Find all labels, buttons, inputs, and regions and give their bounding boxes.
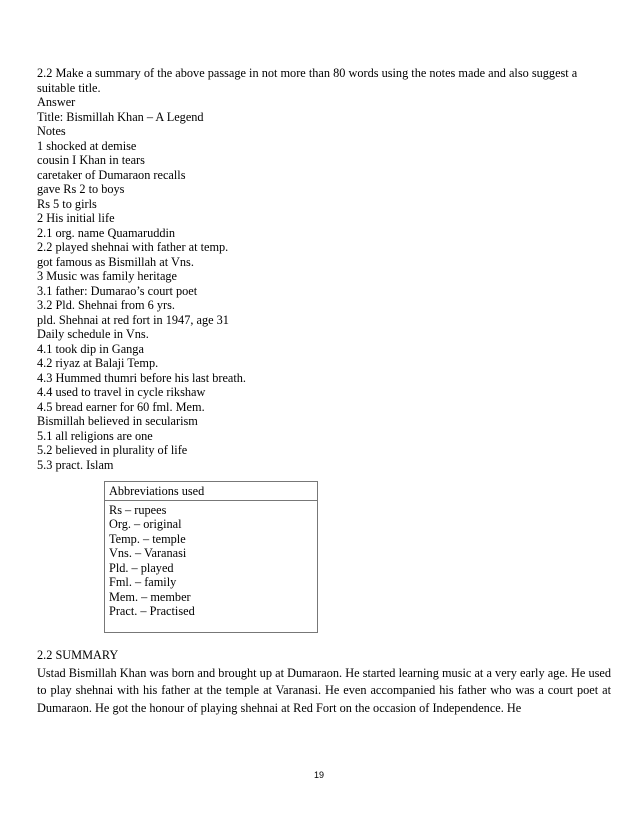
note-line: 4.5 bread earner for 60 fml. Mem. xyxy=(37,399,205,414)
abbreviations-box xyxy=(104,481,318,633)
note-line: 4.4 used to travel in cycle rikshaw xyxy=(37,385,206,399)
abbreviation-item: Rs – rupees xyxy=(109,502,167,517)
note-line: 5.3 pract. Islam xyxy=(37,457,114,472)
note-line: 3 Music was family heritage xyxy=(37,269,178,283)
abbreviations-heading: Abbreviations used xyxy=(105,482,317,501)
page-number: 19 xyxy=(313,770,324,780)
abbreviation-item: Vns. – Varanasi xyxy=(109,546,187,560)
title-line: Title: Bismillah Khan – A Legend xyxy=(37,109,204,124)
abbreviations-list xyxy=(105,501,317,621)
note-line: 4.2 riyaz at Balaji Temp. xyxy=(37,356,159,370)
note-line: 2.2 played shehnai with father at temp. xyxy=(37,240,229,254)
note-line: 3.1 father: Dumarao’s court poet xyxy=(37,283,198,298)
abbreviation-item: Org. – original xyxy=(109,517,182,531)
note-line: 4.3 Hummed thumri before his last breath. xyxy=(37,370,246,385)
note-line: caretaker of Dumaraon recalls xyxy=(37,167,186,182)
note-line: 2.1 org. name Quamaruddin xyxy=(37,225,176,240)
summary-heading: 2.2 SUMMARY xyxy=(37,648,119,662)
note-line: 4.1 took dip in Ganga xyxy=(37,341,144,356)
summary-section xyxy=(37,647,611,717)
question-text: 2.2 Make a summary of the above passage in not more than 80 words using the notes made and also suggest a suitable title. xyxy=(37,66,578,95)
abbreviation-item: Temp. – temple xyxy=(109,531,186,546)
note-line: cousin I Khan in tears xyxy=(37,153,145,167)
note-line: Rs 5 to girls xyxy=(37,196,97,211)
notes-label: Notes xyxy=(37,124,66,138)
notes-list xyxy=(37,139,607,473)
note-line: 5.1 all religions are one xyxy=(37,428,153,443)
abbreviation-item: Fml. – family xyxy=(109,575,177,589)
answer-label: Answer xyxy=(37,95,76,109)
abbreviation-item: Pld. – played xyxy=(109,560,174,575)
summary-paragraph: Ustad Bismillah Khan was born and brought up at Dumaraon. He started learning music at a very early age. He used to play shehnai with his father at the temple at Varanasi. He even accompanied his father who was a court poet at Dumaraon. He got the honour of playing shehnai at Red Fort on the occasion of Independence. He xyxy=(37,665,611,715)
note-line: gave Rs 2 to boys xyxy=(37,182,125,196)
note-line: got famous as Bismillah at Vns. xyxy=(37,254,194,269)
abbreviation-item: Mem. – member xyxy=(109,589,191,604)
notes-section xyxy=(37,66,607,472)
note-line: Daily schedule in Vns. xyxy=(37,327,149,341)
note-line: 2 His initial life xyxy=(37,211,115,225)
abbreviation-item: Pract. – Practised xyxy=(109,604,195,618)
note-line: 1 shocked at demise xyxy=(37,138,137,153)
note-line: 3.2 Pld. Shehnai from 6 yrs. xyxy=(37,298,175,312)
note-line: 5.2 believed in plurality of life xyxy=(37,443,188,457)
note-line: pld. Shehnai at red fort in 1947, age 31 xyxy=(37,312,229,327)
note-line: Bismillah believed in secularism xyxy=(37,414,198,428)
